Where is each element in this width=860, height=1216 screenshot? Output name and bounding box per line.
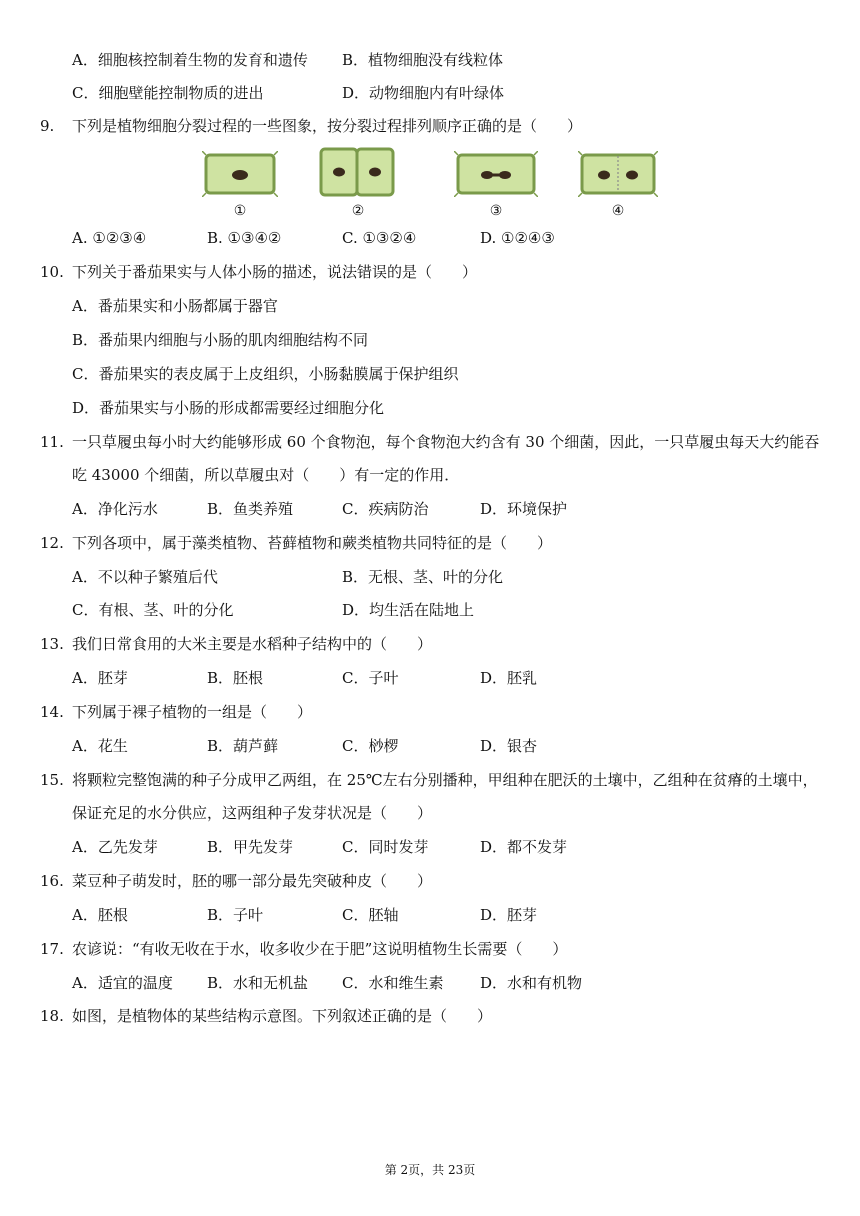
question-number: 16. bbox=[40, 872, 64, 890]
q8-option-d: D．动物细胞内有叶绿体 bbox=[342, 84, 505, 102]
q17-option-a: A．适宜的温度 bbox=[72, 974, 173, 992]
q12-option-c: C．有根、茎、叶的分化 bbox=[72, 601, 234, 619]
q9-option-c: C. ①③②④ bbox=[342, 229, 417, 247]
question-15-stem-line-2: 保证充足的水分供应，这两组种子发芽状况是（ ） bbox=[72, 804, 433, 822]
q17-option-d: D．水和有机物 bbox=[480, 974, 583, 992]
q14-option-b: B．葫芦藓 bbox=[207, 737, 279, 755]
q10-option-b: B．番茄果内细胞与小肠的肌肉细胞结构不同 bbox=[72, 331, 369, 349]
question-11-stem-line-1: 一只草履虫每小时大约能够形成 60 个食物泡，每个食物泡大约含有 30 个细菌，因此，一只草履虫每天大约能吞 bbox=[72, 433, 820, 451]
q15-option-b: B．甲先发芽 bbox=[207, 838, 294, 856]
q16-option-d: D．胚芽 bbox=[480, 906, 538, 924]
q17-option-c: C．水和维生素 bbox=[342, 974, 444, 992]
q13-option-a: A．胚芽 bbox=[72, 669, 128, 687]
q11-option-d: D．环境保护 bbox=[480, 500, 568, 518]
q15-option-c: C．同时发芽 bbox=[342, 838, 429, 856]
question-number: 14. bbox=[40, 703, 64, 721]
question-number: 11. bbox=[40, 433, 64, 451]
question-number: 12. bbox=[40, 534, 64, 552]
q16-option-c: C．胚轴 bbox=[342, 906, 399, 924]
figure-label-4: ④ bbox=[611, 203, 625, 219]
q8-option-c: C．细胞壁能控制物质的进出 bbox=[72, 84, 264, 102]
q10-option-c: C．番茄果实的表皮属于上皮组织，小肠黏膜属于保护组织 bbox=[72, 365, 459, 383]
question-15-stem-line-1: 将颗粒完整饱满的种子分成甲乙两组，在 25℃左右分别播种，甲组种在肥沃的土壤中，乙组种在贫瘠的土壤中， bbox=[72, 771, 818, 789]
q13-option-d: D．胚乳 bbox=[480, 669, 538, 687]
q11-option-a: A．净化污水 bbox=[72, 500, 158, 518]
q10-option-a: A．番茄果实和小肠都属于器官 bbox=[72, 297, 278, 315]
cell-diagram-2 bbox=[318, 145, 396, 199]
q14-option-c: C．桫椤 bbox=[342, 737, 399, 755]
cell-diagram-3 bbox=[454, 151, 538, 197]
q9-option-d: D. ①②④③ bbox=[480, 229, 555, 247]
question-number: 10. bbox=[40, 263, 64, 281]
q14-option-a: A．花生 bbox=[72, 737, 128, 755]
question-number: 13. bbox=[40, 635, 64, 653]
figure-label-1: ① bbox=[233, 203, 247, 219]
cell-diagram-4 bbox=[578, 151, 658, 197]
q15-option-a: A．乙先发芽 bbox=[72, 838, 158, 856]
q12-option-d: D．均生活在陆地上 bbox=[342, 601, 475, 619]
cell-diagram-1 bbox=[202, 151, 278, 197]
q8-option-b: B．植物细胞没有线粒体 bbox=[342, 51, 504, 69]
question-number: 17. bbox=[40, 940, 64, 958]
question-10-stem: 下列关于番茄果实与人体小肠的描述，说法错误的是（ ） bbox=[72, 263, 478, 281]
question-11-stem-line-2: 吃 43000 个细菌，所以草履虫对（ ）有一定的作用． bbox=[72, 466, 460, 484]
q14-option-d: D．银杏 bbox=[480, 737, 538, 755]
q16-option-b: B．子叶 bbox=[207, 906, 264, 924]
q9-option-a: A. ①②③④ bbox=[72, 229, 147, 247]
figure-label-2: ② bbox=[351, 203, 365, 219]
cell-division-figure bbox=[196, 145, 676, 225]
question-9-stem: 下列是植物细胞分裂过程的一些图象，按分裂过程排列顺序正确的是（ ） bbox=[72, 117, 583, 135]
q15-option-d: D．都不发芽 bbox=[480, 838, 568, 856]
q13-option-b: B．胚根 bbox=[207, 669, 264, 687]
q17-option-b: B．水和无机盐 bbox=[207, 974, 309, 992]
q9-option-b: B. ①③④② bbox=[207, 229, 282, 247]
figure-label-3: ③ bbox=[489, 203, 503, 219]
q16-option-a: A．胚根 bbox=[72, 906, 128, 924]
q13-option-c: C．子叶 bbox=[342, 669, 399, 687]
question-number: 9. bbox=[40, 117, 55, 135]
question-number: 18. bbox=[40, 1007, 64, 1025]
question-14-stem: 下列属于裸子植物的一组是（ ） bbox=[72, 703, 313, 721]
question-13-stem: 我们日常食用的大米主要是水稻种子结构中的（ ） bbox=[72, 635, 433, 653]
question-number: 15. bbox=[40, 771, 64, 789]
q10-option-d: D．番茄果实与小肠的形成都需要经过细胞分化 bbox=[72, 399, 385, 417]
page-footer: 第 2页，共 23页 bbox=[384, 1163, 476, 1177]
q8-option-a: A．细胞核控制着生物的发育和遗传 bbox=[72, 51, 308, 69]
q11-option-c: C．疾病防治 bbox=[342, 500, 429, 518]
question-18-stem: 如图，是植物体的某些结构示意图。下列叙述正确的是（ ） bbox=[72, 1007, 493, 1025]
question-16-stem: 菜豆种子萌发时，胚的哪一部分最先突破种皮（ ） bbox=[72, 872, 433, 890]
question-17-stem: 农谚说：“有收无收在于水，收多收少在于肥”这说明植物生长需要（ ） bbox=[72, 940, 568, 958]
question-12-stem: 下列各项中，属于藻类植物、苔藓植物和蕨类植物共同特征的是（ ） bbox=[72, 534, 553, 552]
q12-option-a: A．不以种子繁殖后代 bbox=[72, 568, 218, 586]
q12-option-b: B．无根、茎、叶的分化 bbox=[342, 568, 504, 586]
q11-option-b: B．鱼类养殖 bbox=[207, 500, 294, 518]
